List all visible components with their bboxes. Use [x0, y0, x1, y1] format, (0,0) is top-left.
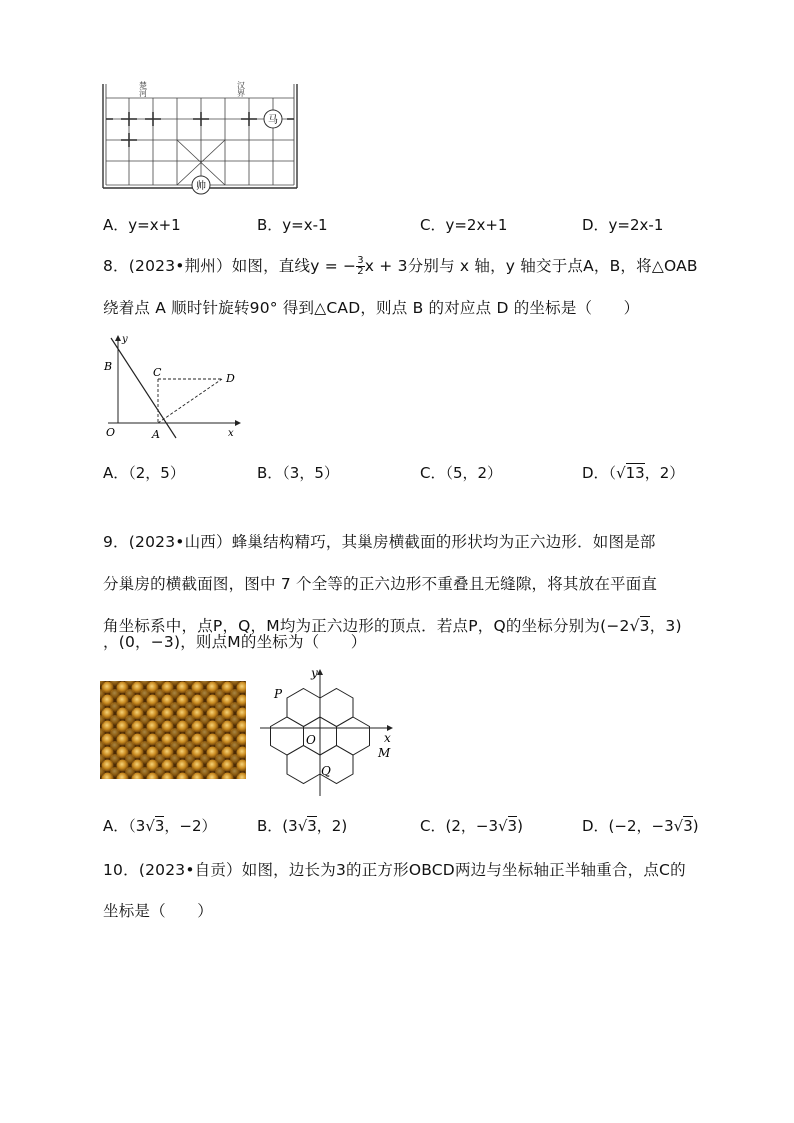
q8-label-C: C — [153, 366, 162, 379]
q10-stem-line1: 10．(2023•自贡）如图，边长为3的正方形OBCD两边与坐标轴正半轴重合，点C的 — [103, 861, 686, 879]
q9-option-d-radicand: 3 — [683, 817, 693, 835]
q9-option-d-sqrt: √ — [673, 817, 684, 835]
q8-prefix: 8．(2023•荆州）如图，直线 — [103, 257, 311, 275]
q9-line3-radicand: 3 — [639, 617, 650, 635]
q9-line3-post: ，3) — [649, 617, 682, 635]
q7-option-b[interactable]: B．y=x-1 — [257, 216, 328, 234]
hanjie-label: 汉界 — [236, 81, 246, 97]
q9-label-M: M — [378, 746, 391, 760]
q8-fraction — [356, 256, 365, 277]
q8-option-b[interactable]: B．（3，5） — [257, 464, 339, 482]
q8-stem-line1 — [103, 254, 698, 277]
q8-option-d-post: ，2） — [644, 464, 685, 482]
q9-option-c-post: ) — [517, 817, 523, 835]
q9-option-a-pre: A．（3 — [103, 817, 146, 835]
q9-line3-pre: 角坐标系中，点P，Q，M均为正六边形的顶点．若点P，Q的坐标分别为(−2 — [103, 617, 630, 635]
q9-label-x: x — [384, 731, 391, 745]
q7-option-d[interactable]: D．y=2x-1 — [582, 216, 664, 234]
q9-label-P: P — [274, 687, 283, 701]
honeycomb-photo — [100, 681, 246, 779]
q9-label-O: O — [306, 733, 316, 747]
q9-option-c-sqrt: √ — [497, 817, 508, 835]
q9-option-b-pre: B．(3 — [257, 817, 298, 835]
q9-option-b-radicand: 3 — [307, 817, 317, 835]
q9-label-Q: Q — [321, 764, 331, 778]
q9-stem-line2: 分巢房的横截面图，图中 7 个全等的正六边形不重叠且无缝隙，将其放在平面直 — [103, 575, 658, 593]
q9-hexagon-figure — [256, 664, 406, 799]
q9-option-d-pre: D．(−2，−3 — [582, 817, 674, 835]
q9-stem-line4: ，(0，−3)，则点M的坐标为（ ） — [103, 633, 367, 651]
q8-option-a[interactable]: A．（2，5） — [103, 464, 185, 482]
q9-option-b[interactable] — [257, 815, 347, 836]
q8-label-x: x — [228, 428, 234, 439]
q9-stem-line1: 9．(2023•山西）蜂巢结构精巧，其巢房横截面的形状均为正六边形．如图是部 — [103, 533, 656, 551]
q8-label-D: D — [226, 372, 235, 385]
q9-option-a-radicand: 3 — [154, 817, 165, 835]
chuhe-label: 楚河 — [138, 81, 148, 97]
q8-suffix: 分别与 x 轴，y 轴交于点A，B，将△OAB — [407, 257, 698, 275]
q8-option-d[interactable] — [582, 462, 684, 483]
q9-option-a-sqrt: √ — [145, 817, 155, 835]
shuai-piece-label: 帅 — [196, 181, 206, 192]
q8-label-A: A — [152, 428, 160, 441]
q8-eq-rest: x + 3 — [364, 257, 408, 275]
q9-option-b-sqrt: √ — [297, 817, 308, 835]
q8-eq-y: y = − — [310, 257, 357, 275]
q8-label-y: y — [122, 334, 128, 345]
q8-frac-num: 3 — [357, 255, 364, 266]
q9-line3-sqrt: √ — [629, 617, 640, 635]
q8-label-B: B — [104, 360, 113, 373]
q7-option-c[interactable]: C．y=2x+1 — [420, 216, 508, 234]
chessboard-figure — [95, 78, 305, 198]
q8-stem-line2: 绕着点 A 顺时针旋转90° 得到△CAD，则点 B 的对应点 D 的坐标是（ ） — [103, 299, 640, 317]
q9-option-d[interactable] — [582, 815, 699, 836]
q10-stem-line2: 坐标是（ ） — [103, 902, 213, 920]
q9-option-a[interactable] — [103, 815, 217, 836]
q9-option-a-post: ，−2） — [164, 817, 217, 835]
q9-option-c[interactable] — [420, 815, 523, 836]
q9-option-c-pre: C．(2，−3 — [420, 817, 498, 835]
q9-label-y: y — [311, 666, 318, 680]
q8-option-d-pre: D．（ — [582, 464, 617, 482]
q9-option-d-post: ) — [692, 817, 699, 835]
q8-label-O: O — [106, 426, 116, 439]
q9-option-b-post: ，2) — [316, 817, 348, 835]
q8-frac-den: 2 — [357, 266, 364, 277]
q8-option-c[interactable]: C．（5，2） — [420, 464, 503, 482]
q7-option-a[interactable]: A．y=x+1 — [103, 216, 181, 234]
q8-option-d-radicand: 13 — [625, 464, 645, 482]
q8-coordinate-figure — [98, 330, 248, 445]
q8-option-d-sqrt: √ — [616, 464, 626, 482]
q9-option-c-radicand: 3 — [507, 817, 518, 835]
ma-piece-label: 马 — [268, 115, 278, 126]
